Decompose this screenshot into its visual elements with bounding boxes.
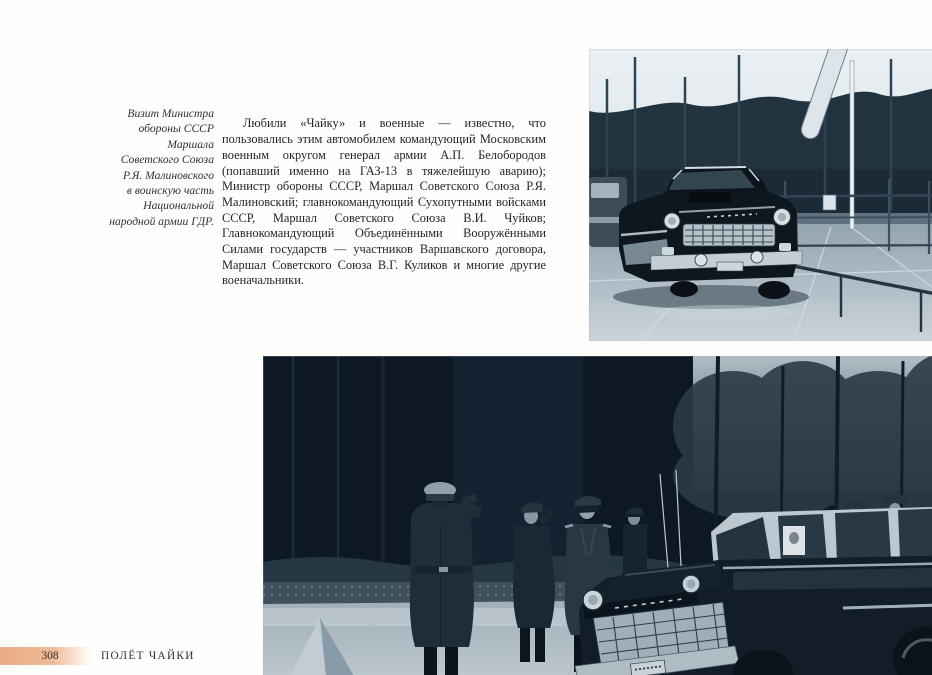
caption-line: Советского Союза: [120, 153, 214, 167]
caption-line: Р.Я. Малиновского: [122, 168, 214, 182]
caption-line: Национальной: [143, 199, 214, 213]
caption-line: народной армии ГДР.: [109, 214, 214, 228]
caption-line: Маршала: [167, 137, 214, 151]
road-highlight: [652, 305, 796, 321]
caption-line: Визит Министра: [127, 107, 214, 120]
photo-chaika-salute: [263, 356, 932, 675]
caption-line: в воинскую часть: [126, 184, 214, 198]
fence-sign: [823, 195, 836, 210]
photo-caption: [84, 106, 214, 229]
caption-line: обороны СССР: [138, 122, 214, 136]
bottom-photo-image: [263, 356, 932, 675]
top-photo-image: [589, 49, 932, 341]
page-number: 308: [41, 650, 59, 662]
photo-chaika-checkpoint: [589, 49, 932, 341]
running-title: ПОЛЁТ ЧАЙКИ: [101, 650, 195, 662]
body-paragraph: Любили «Чайку» и военные — известно, что пользовались этим автомобилем командующий Московским военным округом генерал армии А.П. Белобородов (попавший именно на ГАЗ-13 в тяжелейшую аварию); Министр обороны СССР, Маршал Советского Союза Р.Я. Малиновский; главнокомандующий Сухопутными войсками СССР, Маршал Советского Союза В.И. Чуйков; Главнокомандующий Объединёнными Вооружёнными Силами государств — участников Варшавского договора, Маршал Советского Союза В.Г. Куликов и многие другие военачальники.: [222, 116, 546, 288]
flagpole: [850, 61, 854, 229]
